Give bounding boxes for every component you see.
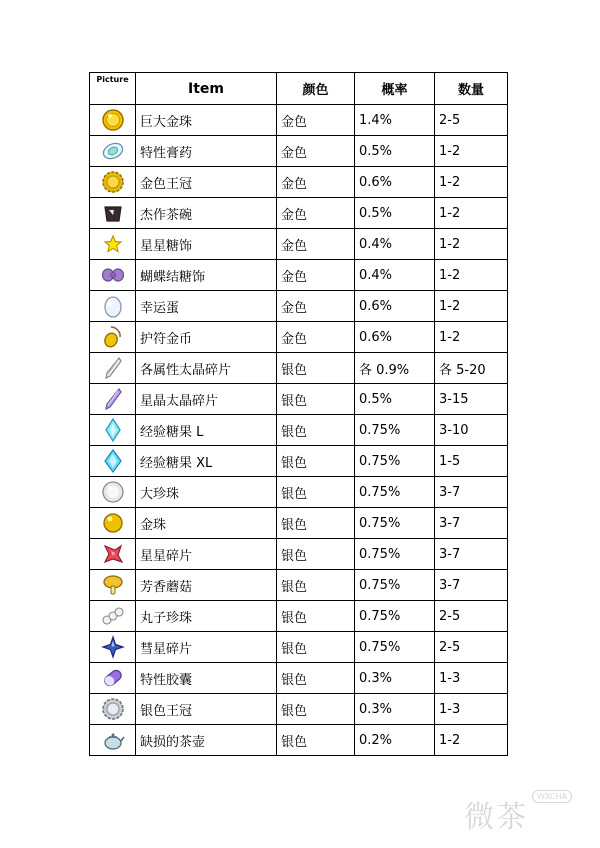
balm-mushroom-icon xyxy=(101,573,125,597)
table-row xyxy=(90,632,508,663)
table-row xyxy=(90,291,508,322)
big-pearl-icon xyxy=(101,480,125,504)
item-color: 金色 xyxy=(277,291,355,322)
table-row xyxy=(90,477,508,508)
header-quantity: 数量 xyxy=(435,73,508,105)
header-item: Item xyxy=(136,73,277,105)
ability-patch-icon xyxy=(101,139,125,163)
item-quantity: 3-10 xyxy=(435,415,508,446)
lucky-egg-icon xyxy=(101,294,125,318)
picture-cell xyxy=(90,353,136,384)
ribbon-sweet-icon xyxy=(101,263,125,287)
item-name: 缺损的茶壶 xyxy=(136,725,277,756)
item-quantity: 1-2 xyxy=(435,167,508,198)
table-row xyxy=(90,198,508,229)
ability-capsule-icon xyxy=(101,666,125,690)
item-color: 金色 xyxy=(277,136,355,167)
item-color: 银色 xyxy=(277,384,355,415)
item-quantity: 1-2 xyxy=(435,725,508,756)
item-rate: 0.3% xyxy=(355,663,435,694)
item-name: 各属性太晶碎片 xyxy=(136,353,277,384)
item-quantity: 2-5 xyxy=(435,105,508,136)
picture-cell xyxy=(90,570,136,601)
watermark-badge: WXCHA xyxy=(532,790,572,803)
item-rate: 0.75% xyxy=(355,415,435,446)
item-rate: 0.75% xyxy=(355,477,435,508)
item-quantity: 1-3 xyxy=(435,663,508,694)
table-row xyxy=(90,725,508,756)
item-name: 金色王冠 xyxy=(136,167,277,198)
picture-cell xyxy=(90,508,136,539)
watermark-text: 微茶 xyxy=(464,800,529,835)
picture-cell xyxy=(90,415,136,446)
item-color: 金色 xyxy=(277,260,355,291)
picture-cell xyxy=(90,725,136,756)
picture-cell xyxy=(90,291,136,322)
item-drop-table xyxy=(89,72,508,756)
star-sweet-icon xyxy=(101,232,125,256)
picture-cell xyxy=(90,663,136,694)
item-name: 幸运蛋 xyxy=(136,291,277,322)
item-rate: 1.4% xyxy=(355,105,435,136)
item-rate: 0.2% xyxy=(355,725,435,756)
item-quantity: 1-5 xyxy=(435,446,508,477)
item-color: 金色 xyxy=(277,198,355,229)
item-color: 银色 xyxy=(277,539,355,570)
item-color: 银色 xyxy=(277,632,355,663)
item-rate: 0.5% xyxy=(355,198,435,229)
item-quantity: 3-7 xyxy=(435,477,508,508)
item-quantity: 1-2 xyxy=(435,198,508,229)
comet-shard-icon xyxy=(101,635,125,659)
pearl-string-icon xyxy=(101,604,125,628)
picture-cell xyxy=(90,694,136,725)
amulet-coin-icon xyxy=(101,325,125,349)
picture-cell xyxy=(90,384,136,415)
item-quantity: 各 5-20 xyxy=(435,353,508,384)
watermark xyxy=(464,792,572,836)
item-rate: 0.4% xyxy=(355,229,435,260)
item-quantity: 3-7 xyxy=(435,570,508,601)
table-row xyxy=(90,601,508,632)
item-name: 特性膏药 xyxy=(136,136,277,167)
item-rate: 0.4% xyxy=(355,260,435,291)
table-row xyxy=(90,167,508,198)
stellar-tera-shard-icon xyxy=(101,387,125,411)
item-color: 金色 xyxy=(277,167,355,198)
picture-cell xyxy=(90,198,136,229)
item-name: 大珍珠 xyxy=(136,477,277,508)
item-rate: 各 0.9% xyxy=(355,353,435,384)
item-quantity: 1-2 xyxy=(435,229,508,260)
header-picture: Picture xyxy=(90,73,136,105)
exp-candy-xl-icon xyxy=(101,449,125,473)
item-rate: 0.5% xyxy=(355,384,435,415)
item-rate: 0.75% xyxy=(355,601,435,632)
item-rate: 0.75% xyxy=(355,446,435,477)
header-color: 颜色 xyxy=(277,73,355,105)
table-row xyxy=(90,136,508,167)
picture-cell xyxy=(90,632,136,663)
item-name: 蝴蝶结糖饰 xyxy=(136,260,277,291)
item-rate: 0.75% xyxy=(355,539,435,570)
item-name: 巨大金珠 xyxy=(136,105,277,136)
star-piece-icon xyxy=(101,542,125,566)
item-color: 银色 xyxy=(277,508,355,539)
table-row xyxy=(90,384,508,415)
picture-cell xyxy=(90,229,136,260)
silver-bottle-cap-icon xyxy=(101,697,125,721)
item-name: 星星碎片 xyxy=(136,539,277,570)
item-name: 银色王冠 xyxy=(136,694,277,725)
item-rate: 0.75% xyxy=(355,508,435,539)
item-name: 经验糖果 L xyxy=(136,415,277,446)
tera-shard-icon xyxy=(101,356,125,380)
item-name: 彗星碎片 xyxy=(136,632,277,663)
picture-cell xyxy=(90,167,136,198)
item-rate: 0.75% xyxy=(355,570,435,601)
masterpiece-teacup-icon xyxy=(101,201,125,225)
item-quantity: 1-2 xyxy=(435,260,508,291)
item-name: 杰作茶碗 xyxy=(136,198,277,229)
item-name: 丸子珍珠 xyxy=(136,601,277,632)
table-row xyxy=(90,229,508,260)
picture-cell xyxy=(90,601,136,632)
table-row xyxy=(90,539,508,570)
item-color: 银色 xyxy=(277,353,355,384)
picture-cell xyxy=(90,260,136,291)
item-color: 银色 xyxy=(277,663,355,694)
picture-cell xyxy=(90,477,136,508)
item-color: 金色 xyxy=(277,322,355,353)
item-name: 特性胶囊 xyxy=(136,663,277,694)
table-row xyxy=(90,322,508,353)
item-name: 经验糖果 XL xyxy=(136,446,277,477)
item-quantity: 1-2 xyxy=(435,136,508,167)
picture-cell xyxy=(90,322,136,353)
exp-candy-l-icon xyxy=(101,418,125,442)
item-quantity: 3-15 xyxy=(435,384,508,415)
item-color: 银色 xyxy=(277,694,355,725)
item-rate: 0.6% xyxy=(355,322,435,353)
item-quantity: 3-7 xyxy=(435,508,508,539)
header-row xyxy=(90,73,508,105)
item-color: 金色 xyxy=(277,105,355,136)
picture-cell xyxy=(90,446,136,477)
nugget-icon xyxy=(101,511,125,535)
item-quantity: 1-2 xyxy=(435,291,508,322)
table-row xyxy=(90,105,508,136)
table-row xyxy=(90,415,508,446)
item-rate: 0.6% xyxy=(355,291,435,322)
item-rate: 0.5% xyxy=(355,136,435,167)
item-quantity: 2-5 xyxy=(435,601,508,632)
table-row xyxy=(90,353,508,384)
table-row xyxy=(90,260,508,291)
item-color: 银色 xyxy=(277,725,355,756)
item-name: 星晶太晶碎片 xyxy=(136,384,277,415)
picture-cell xyxy=(90,539,136,570)
item-quantity: 3-7 xyxy=(435,539,508,570)
item-name: 护符金币 xyxy=(136,322,277,353)
item-quantity: 1-2 xyxy=(435,322,508,353)
item-color: 银色 xyxy=(277,446,355,477)
picture-cell xyxy=(90,136,136,167)
chipped-pot-icon xyxy=(101,728,125,752)
item-color: 银色 xyxy=(277,477,355,508)
table-row xyxy=(90,570,508,601)
item-rate: 0.6% xyxy=(355,167,435,198)
gold-bottle-cap-icon xyxy=(101,170,125,194)
item-quantity: 1-3 xyxy=(435,694,508,725)
header-rate: 概率 xyxy=(355,73,435,105)
item-color: 银色 xyxy=(277,415,355,446)
gold-coin-icon xyxy=(101,108,125,132)
item-name: 金珠 xyxy=(136,508,277,539)
item-rate: 0.75% xyxy=(355,632,435,663)
table-row xyxy=(90,663,508,694)
item-name: 芳香蘑菇 xyxy=(136,570,277,601)
item-color: 银色 xyxy=(277,570,355,601)
item-color: 金色 xyxy=(277,229,355,260)
table-row xyxy=(90,508,508,539)
item-quantity: 2-5 xyxy=(435,632,508,663)
item-name: 星星糖饰 xyxy=(136,229,277,260)
table-row xyxy=(90,694,508,725)
item-color: 银色 xyxy=(277,601,355,632)
table-row xyxy=(90,446,508,477)
item-rate: 0.3% xyxy=(355,694,435,725)
picture-cell xyxy=(90,105,136,136)
